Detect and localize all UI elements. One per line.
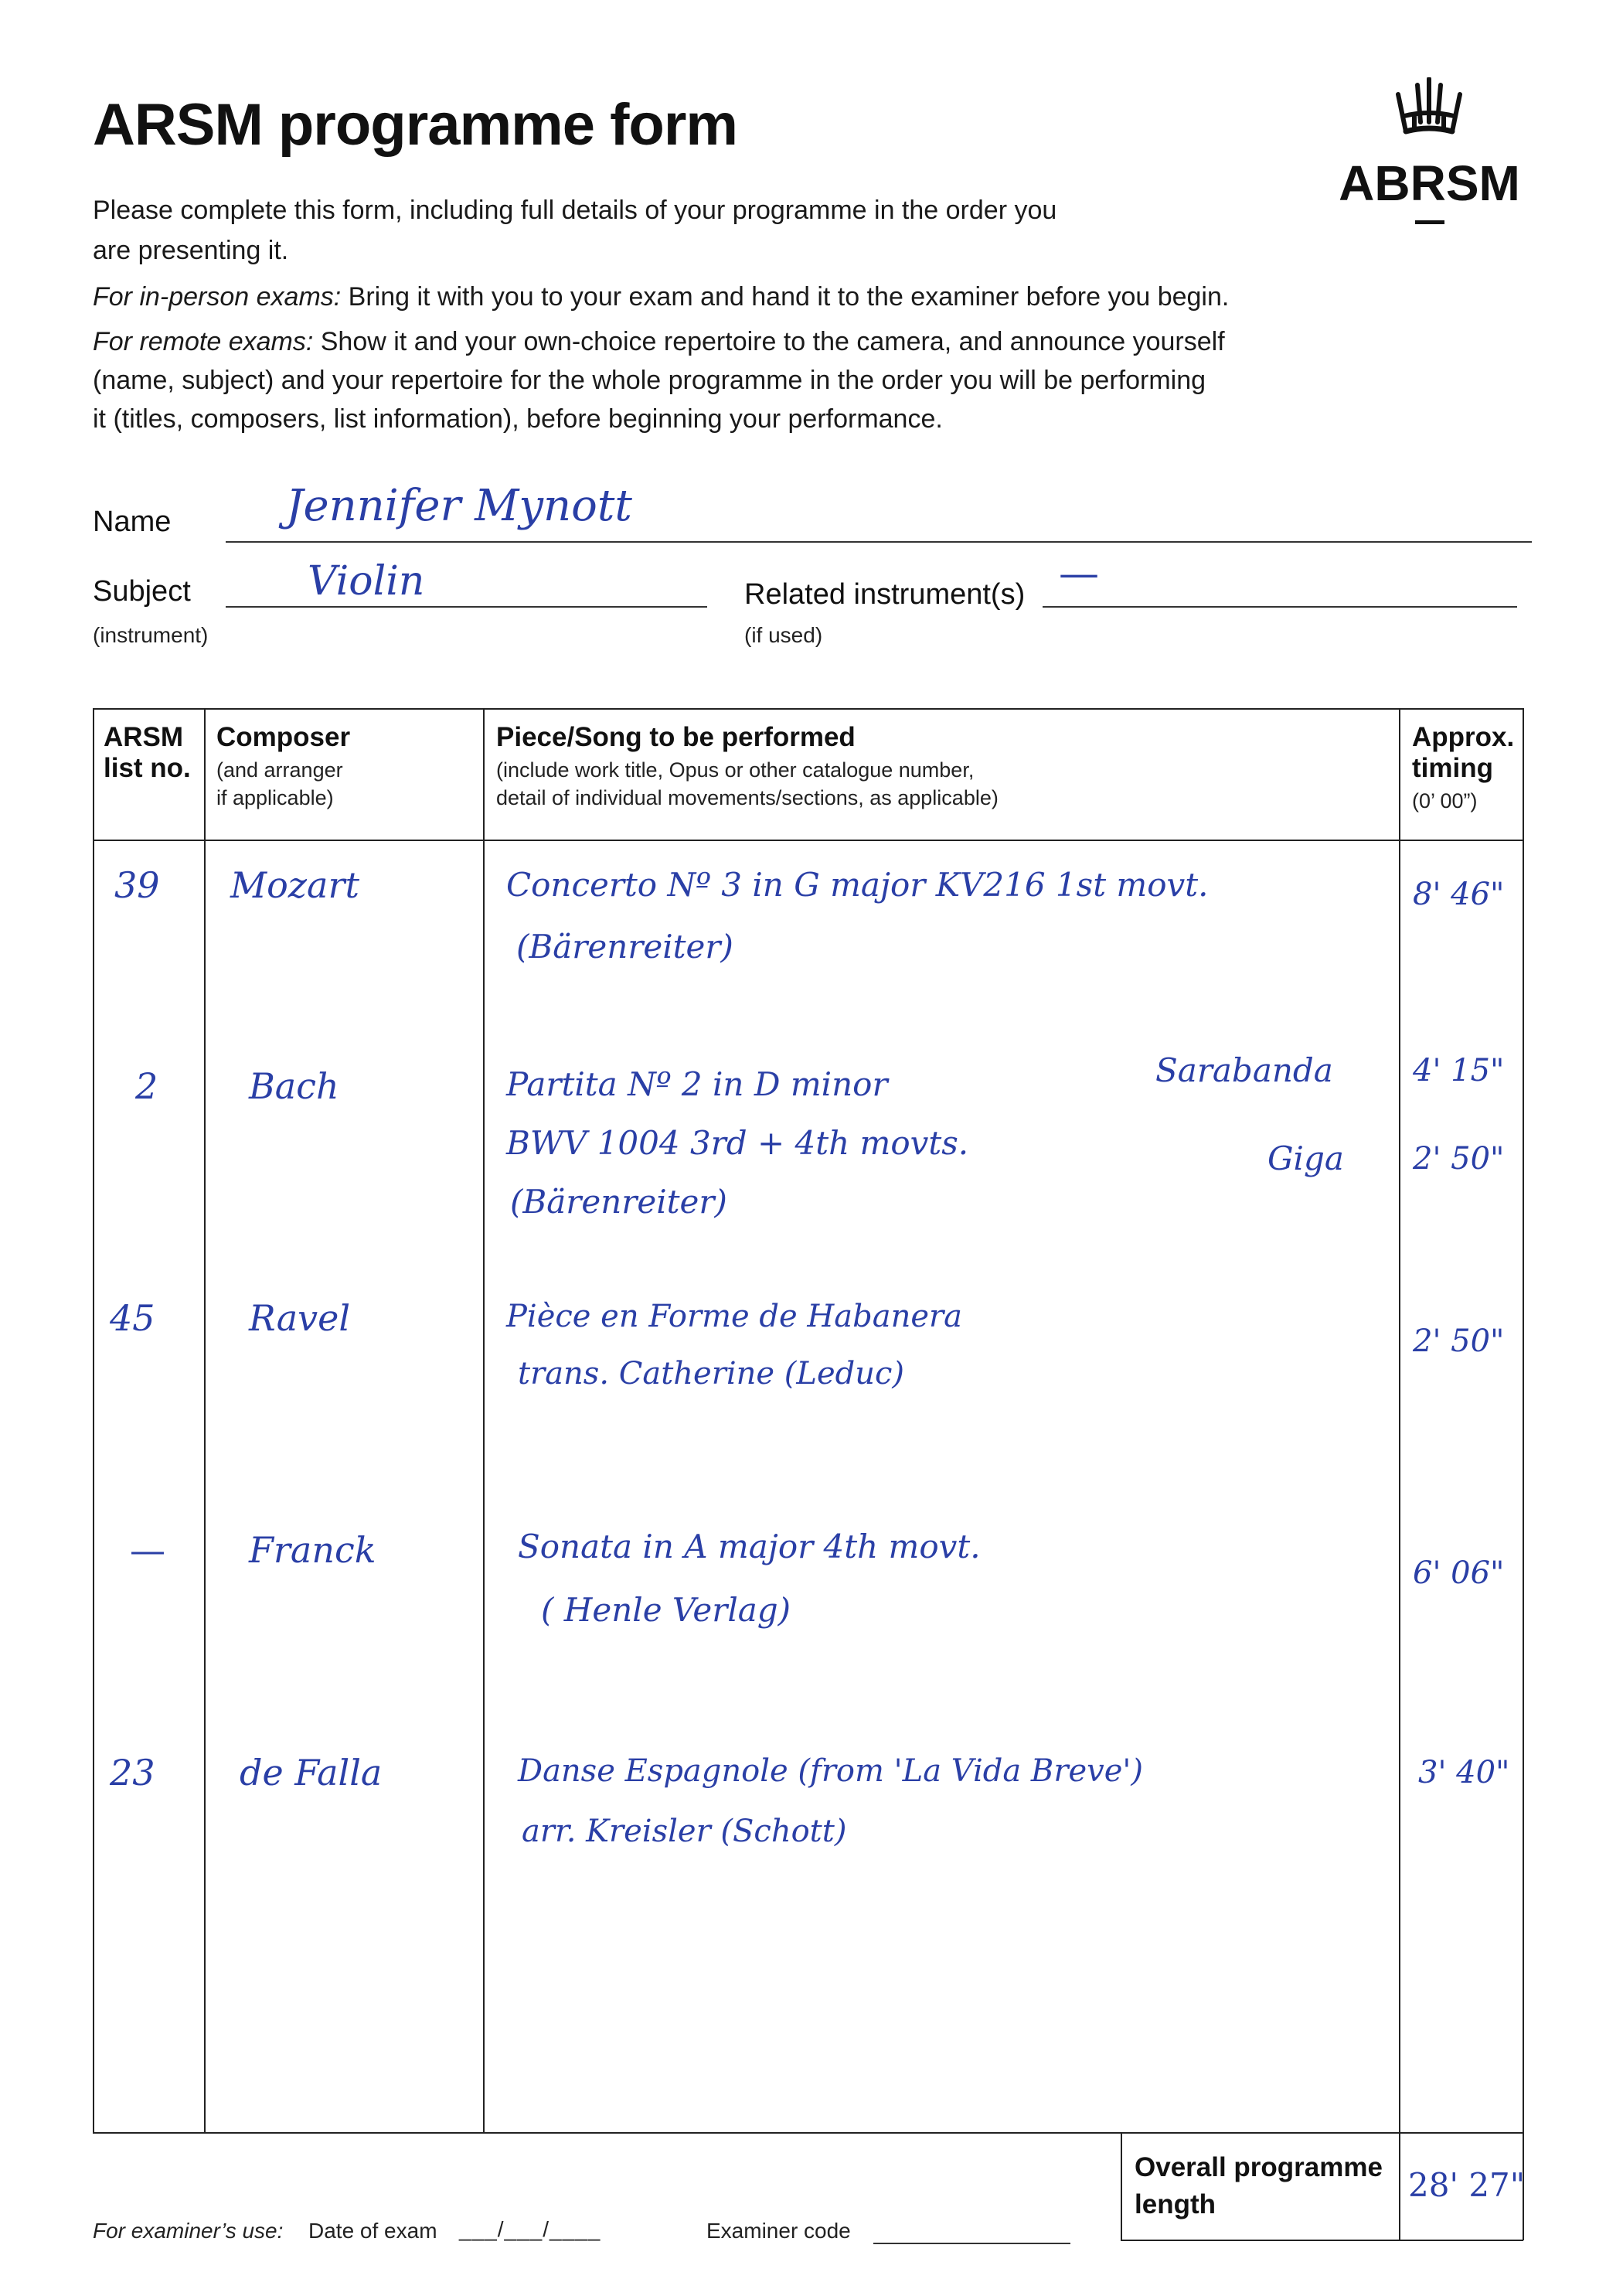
in-person-label: For in-person exams: bbox=[93, 282, 342, 312]
related-instrument-field[interactable]: — bbox=[1059, 550, 1099, 597]
abrsm-logo bbox=[1335, 77, 1524, 232]
composer-cell[interactable]: Mozart bbox=[230, 864, 359, 906]
name-underline bbox=[226, 541, 1532, 543]
header-list-no-line-2: list no. bbox=[104, 753, 191, 783]
composer-cell[interactable]: Franck bbox=[249, 1529, 376, 1571]
overall-length-label-line-1: Overall programme bbox=[1135, 2152, 1383, 2182]
remote-instructions bbox=[93, 322, 1225, 362]
date-of-exam-field[interactable]: ___/___/____ bbox=[459, 2217, 601, 2241]
instructions-line-2: are presenting it. bbox=[93, 236, 289, 265]
movement-label[interactable]: Sarabanda bbox=[1155, 1051, 1333, 1089]
in-person-text: Bring it with you to your exam and hand it to the examiner before you begin. bbox=[341, 282, 1230, 312]
header-composer-sub-2: if applicable) bbox=[216, 786, 334, 809]
overall-length-value[interactable]: 28' 27" bbox=[1408, 2166, 1526, 2204]
header-piece-title: Piece/Song to be performed bbox=[496, 722, 856, 752]
examiner-code-field[interactable] bbox=[873, 2243, 1070, 2244]
remote-text-1: Show it and your own-choice repertoire to the camera, and announce yourself bbox=[313, 327, 1225, 356]
composer-cell[interactable]: de Falla bbox=[240, 1752, 383, 1794]
related-instrument-sublabel: (if used) bbox=[744, 623, 823, 647]
list-no-cell[interactable]: 45 bbox=[110, 1297, 155, 1339]
subject-underline bbox=[226, 606, 707, 608]
movement-label[interactable]: Giga bbox=[1267, 1139, 1344, 1177]
header-timing-sub: (0’ 00”) bbox=[1412, 789, 1478, 812]
overall-box-bottom bbox=[1121, 2240, 1523, 2241]
examiner-code-label: Examiner code bbox=[706, 2219, 851, 2243]
timing-cell[interactable]: 2' 50" bbox=[1413, 1141, 1505, 1177]
header-list-no bbox=[104, 722, 191, 784]
in-person-instructions bbox=[93, 277, 1229, 317]
header-piece-sub-1: (include work title, Opus or other catalogue number, bbox=[496, 758, 975, 782]
table-header-divider bbox=[93, 840, 1523, 841]
subject-field[interactable]: Violin bbox=[308, 558, 425, 605]
table-right-border bbox=[1523, 708, 1524, 2240]
related-instrument-label: Related instrument(s) bbox=[744, 578, 1026, 611]
header-composer-sub-1: (and arranger bbox=[216, 758, 343, 782]
timing-cell[interactable]: 8' 46" bbox=[1413, 877, 1505, 912]
column-divider-1 bbox=[204, 708, 206, 2133]
piece-line[interactable]: Partita Nº 2 in D minor bbox=[506, 1065, 888, 1103]
piece-line[interactable]: BWV 1004 3rd + 4th movts. bbox=[506, 1124, 969, 1162]
examiner-use-label: For examiner’s use: bbox=[93, 2219, 284, 2243]
subject-label: Subject bbox=[93, 575, 191, 608]
piece-line[interactable]: (Bärenreiter) bbox=[510, 1183, 727, 1221]
piece-line[interactable]: (Bärenreiter) bbox=[516, 928, 733, 966]
list-no-cell[interactable]: 39 bbox=[114, 864, 160, 906]
related-instrument-underline bbox=[1043, 606, 1517, 608]
header-composer bbox=[216, 722, 350, 812]
remote-label: For remote exams: bbox=[93, 327, 314, 356]
name-label: Name bbox=[93, 506, 172, 538]
piece-line[interactable]: Pièce en Forme de Habanera bbox=[506, 1299, 962, 1334]
composer-cell[interactable]: Bach bbox=[249, 1065, 339, 1107]
header-piece bbox=[496, 722, 999, 812]
remote-instructions-3: it (titles, composers, list information), before beginning your performance. bbox=[93, 404, 943, 434]
name-field[interactable]: Jennifer Mynott bbox=[286, 481, 632, 531]
list-no-cell[interactable]: 23 bbox=[110, 1752, 155, 1794]
piece-line[interactable]: trans. Catherine (Leduc) bbox=[518, 1356, 904, 1392]
header-timing-line-1: Approx. bbox=[1412, 722, 1515, 752]
composer-cell[interactable]: Ravel bbox=[249, 1297, 351, 1339]
piece-line[interactable]: Concerto Nº 3 in G major KV216 1st movt. bbox=[506, 866, 1209, 904]
header-list-no-line-1: ARSM bbox=[104, 722, 184, 752]
subject-sublabel: (instrument) bbox=[93, 623, 209, 647]
timing-cell[interactable]: 4' 15" bbox=[1413, 1053, 1505, 1088]
instructions-line-1: Please complete this form, including full details of your programme in the order you bbox=[93, 196, 1057, 225]
timing-cell[interactable]: 2' 50" bbox=[1413, 1323, 1505, 1359]
timing-cell[interactable]: 6' 06" bbox=[1413, 1555, 1505, 1591]
list-no-cell[interactable]: — bbox=[130, 1529, 165, 1571]
remote-instructions-2: (name, subject) and your repertoire for the whole programme in the order you will be performing bbox=[93, 366, 1206, 395]
timing-cell[interactable]: 3' 40" bbox=[1418, 1755, 1510, 1790]
table-left-border bbox=[93, 708, 94, 2133]
crown-icon bbox=[1335, 77, 1524, 147]
piece-line[interactable]: arr. Kreisler (Schott) bbox=[522, 1814, 847, 1849]
list-no-cell[interactable]: 2 bbox=[135, 1065, 158, 1107]
page-title: ARSM programme form bbox=[93, 92, 737, 158]
table-top-border bbox=[93, 708, 1523, 710]
piece-line[interactable]: ( Henle Verlag) bbox=[541, 1591, 791, 1629]
logo-text: ABRSM bbox=[1339, 155, 1520, 211]
overall-box-left bbox=[1121, 2132, 1122, 2240]
column-divider-3 bbox=[1399, 708, 1400, 2240]
piece-line[interactable]: Danse Espagnole (from 'La Vida Breve') bbox=[518, 1753, 1143, 1789]
header-timing bbox=[1412, 722, 1514, 815]
header-timing-line-2: timing bbox=[1412, 753, 1493, 783]
table-bottom-border bbox=[93, 2132, 1523, 2134]
header-composer-title: Composer bbox=[216, 722, 351, 752]
overall-length-label-line-2: length bbox=[1135, 2189, 1216, 2219]
overall-length-label bbox=[1135, 2149, 1383, 2223]
column-divider-2 bbox=[483, 708, 485, 2133]
header-piece-sub-2: detail of individual movements/sections, as applicable) bbox=[496, 786, 999, 809]
piece-line[interactable]: Sonata in A major 4th movt. bbox=[518, 1528, 981, 1565]
logo-underline bbox=[1415, 220, 1444, 224]
date-of-exam-label: Date of exam bbox=[308, 2219, 437, 2243]
